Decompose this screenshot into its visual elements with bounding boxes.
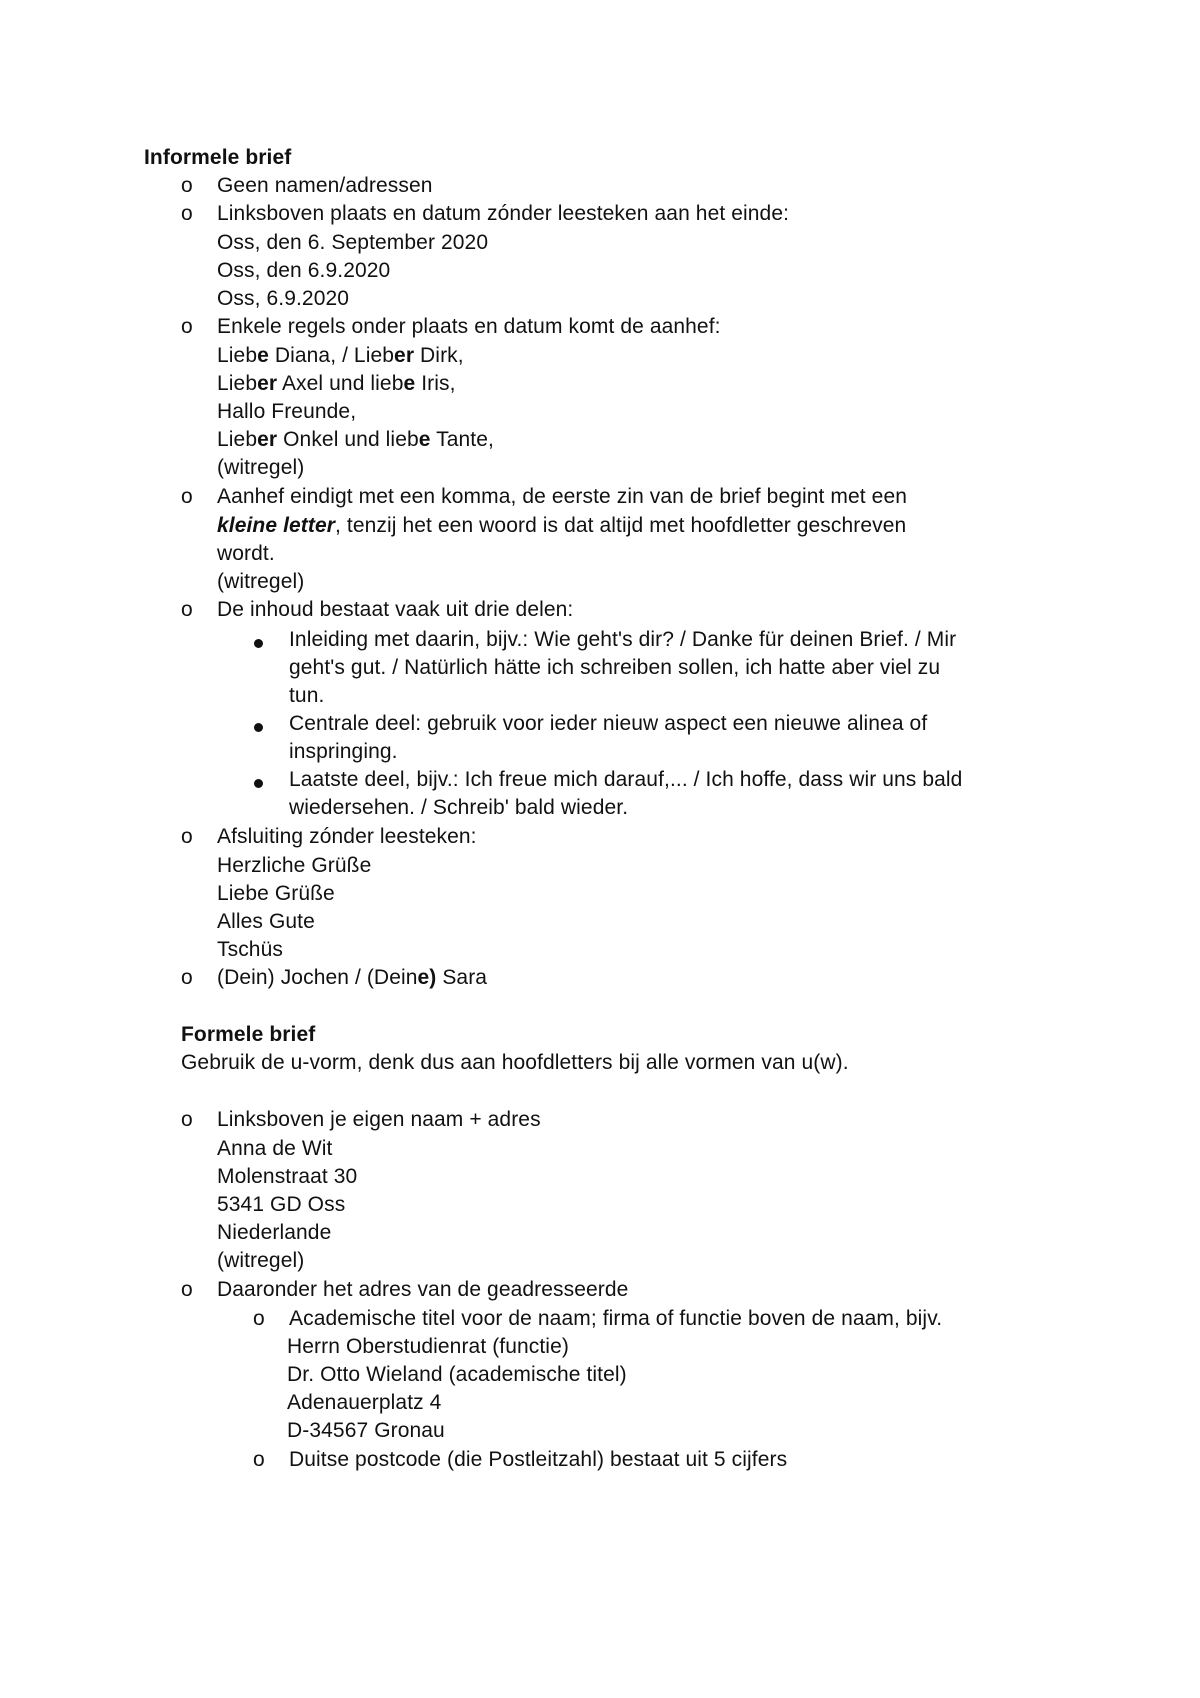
closing-example-2: Liebe Grüße (217, 882, 335, 905)
bullet-o-icon: o (181, 315, 193, 338)
content-intro-line-3: tun. (289, 684, 325, 707)
formal-heading: Formele brief (181, 1023, 316, 1046)
bullet-o-icon: o (181, 825, 193, 848)
content-last-line-1: Laatste deel, bijv.: Ich freue mich darauf,... / Ich hoffe, dass wir uns bald (289, 768, 963, 791)
content-middle-line-2: inspringing. (289, 740, 398, 763)
bullet-dot-icon (254, 779, 263, 788)
content-middle-line-1: Centrale deel: gebruik voor ieder nieuw aspect een nieuwe alinea of (289, 712, 928, 735)
bullet-o-icon: o (181, 202, 193, 225)
witregel-note: (witregel) (217, 570, 305, 593)
witregel-note: (witregel) (217, 1249, 305, 1272)
recipient-line-3: Adenauerplatz 4 (287, 1391, 442, 1414)
closing-example-4: Tschüs (217, 938, 283, 961)
witregel-note: (witregel) (217, 456, 305, 479)
informal-item-comma-end: wordt. (217, 542, 275, 565)
bullet-o-icon: o (181, 485, 193, 508)
informal-item-closing: Afsluiting zónder leesteken: (217, 825, 477, 848)
postcode-rule: Duitse postcode (die Postleitzahl) bestaat uit 5 cijfers (289, 1448, 788, 1471)
bullet-o-icon: o (253, 1448, 265, 1471)
recipient-line-1: Herrn Oberstudienrat (functie) (287, 1335, 569, 1358)
formal-item-recipient: Daaronder het adres van de geadresseerde (217, 1278, 629, 1301)
bullet-o-icon: o (181, 174, 193, 197)
formal-item-own-address: Linksboven je eigen naam + adres (217, 1108, 541, 1131)
closing-example-3: Alles Gute (217, 910, 315, 933)
bullet-o-icon: o (181, 598, 193, 621)
sender-postcode-city: 5341 GD Oss (217, 1193, 346, 1216)
bullet-o-icon: o (253, 1307, 265, 1330)
date-example-1: Oss, den 6. September 2020 (217, 231, 489, 254)
sender-name: Anna de Wit (217, 1137, 333, 1160)
content-intro-line-1: Inleiding met daarin, bijv.: Wie geht's dir? / Danke für deinen Brief. / Mir (289, 628, 957, 651)
bullet-dot-icon (254, 639, 263, 648)
recipient-line-4: D-34567 Gronau (287, 1419, 445, 1442)
content-last-line-2: wiedersehen. / Schreib' bald wieder. (289, 796, 629, 819)
recipient-title-rule: Academische titel voor de naam; firma of functie boven de naam, bijv. (289, 1307, 943, 1330)
greeting-example-2: Lieber Axel und liebe Iris, (217, 372, 456, 395)
informal-item-place-date: Linksboven plaats en datum zónder leesteken aan het einde: (217, 202, 790, 225)
informal-item-content: De inhoud bestaat vaak uit drie delen: (217, 598, 574, 621)
kleine-letter-emphasis: kleine letter (217, 514, 336, 537)
closing-example-1: Herzliche Grüße (217, 854, 372, 877)
bullet-dot-icon (254, 723, 263, 732)
content-intro-line-2: geht's gut. / Natürlich hätte ich schreiben sollen, ich hatte aber viel zu (289, 656, 941, 679)
informal-heading: Informele brief (144, 146, 292, 169)
bullet-o-icon: o (181, 1108, 193, 1131)
sender-street: Molenstraat 30 (217, 1165, 358, 1188)
informal-item-greeting: Enkele regels onder plaats en datum komt de aanhef: (217, 315, 721, 338)
informal-item-no-names: Geen namen/adressen (217, 174, 433, 197)
greeting-example-4: Lieber Onkel und liebe Tante, (217, 428, 494, 451)
informal-item-comma-cont: kleine letter, tenzij het een woord is dat altijd met hoofdletter geschreven (217, 514, 907, 537)
formal-intro: Gebruik de u-vorm, denk dus aan hoofdletters bij alle vormen van u(w). (181, 1051, 849, 1074)
informal-item-signature: (Dein) Jochen / (Deine) Sara (217, 966, 488, 989)
date-example-2: Oss, den 6.9.2020 (217, 259, 391, 282)
greeting-example-1: Liebe Diana, / Lieber Dirk, (217, 344, 464, 367)
bullet-o-icon: o (181, 966, 193, 989)
sender-country: Niederlande (217, 1221, 332, 1244)
recipient-line-2: Dr. Otto Wieland (academische titel) (287, 1363, 627, 1386)
informal-item-comma: Aanhef eindigt met een komma, de eerste zin van de brief begint met een (217, 485, 908, 508)
date-example-3: Oss, 6.9.2020 (217, 287, 350, 310)
bullet-o-icon: o (181, 1278, 193, 1301)
greeting-example-3: Hallo Freunde, (217, 400, 357, 423)
